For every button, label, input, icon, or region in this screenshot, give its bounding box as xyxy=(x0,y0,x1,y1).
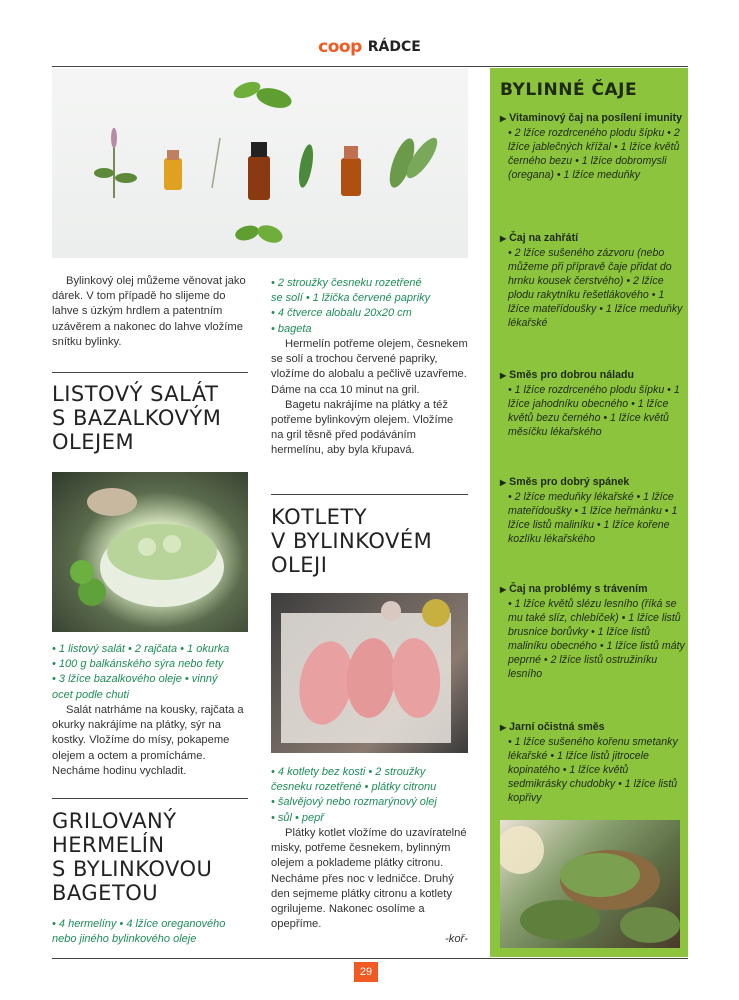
cutlets-photo xyxy=(271,593,468,753)
tea-block-digestion: ▶ Čaj na problémy s trávením • 1 lžíce květů slézu lesního (říká se mu také slíz, chlebíček) • 1 lžíce listů brusnice borůvky • 1 lžíce listů maliníku obecného • 1 lžíce listů máty peprné • 2 lžíce listů ostružiníku lesního xyxy=(500,583,685,680)
kotlety-ingredients: • 4 kotlety bez kosti • 2 stroužky česneku rozetřené • plátky citronu • šalvějový nebo rozmarýnový olej • sůl • pepř xyxy=(271,766,437,824)
sidebar-title: BYLINNÉ ČAJE xyxy=(500,80,638,100)
intro-paragraph: Bylinkový olej můžeme věnovat jako dárek. V tom případě ho slijeme do lahve s úzkým hrdlem a patentním uzávěrem a nakonec do lahve vložíme snítku bylinky. xyxy=(52,275,246,348)
kotlety-instructions: Plátky kotlet vložíme do uzavíratelné misky, potřeme česnekem, bylinným olejem a poklademe plátky citronu. Necháme přes noc v ledničce. Druhý den sejmeme plátky citronu a kotlety ogrilujeme. Nakonec osolíme a opepříme. xyxy=(271,827,467,931)
triangle-bullet-icon: ▶ xyxy=(500,371,507,380)
salad-divider xyxy=(52,372,248,373)
essential-oils-photo xyxy=(52,68,468,258)
kotlety-title: KOTLETY V BYLINKOVÉM OLEJI xyxy=(271,505,433,577)
top-divider xyxy=(52,66,688,67)
page-header xyxy=(0,36,739,58)
tea-block-warming: ▶ Čaj na zahřátí • 2 lžíce sušeného zázvoru (nebo můžeme při přípravě čaje přidat do hrnku kousek čerstvého) • 2 lžíce plodu rakytníku řešetlákového • 1 lžíce mateřídoušky • 1 lžíce meduňky lékařské xyxy=(500,232,683,329)
hermelin-ingredients-part2: • 2 stroužky česneku rozetřené se solí • 1 lžička červené papriky • 4 čtverce alobalu 20x20 cm • bageta xyxy=(271,277,431,335)
page-number: 29 xyxy=(354,962,378,982)
section-name: RÁDCE xyxy=(367,39,421,55)
salad-instructions: Salát natrháme na kousky, rajčata a okurky nakrájíme na plátky, sýr na kostky. Vložíme do mísy, pokapeme olejem a octem a promícháme. Necháme hodinu vychladit. xyxy=(52,704,244,777)
hermelin-divider xyxy=(52,798,248,799)
triangle-bullet-icon: ▶ xyxy=(500,723,507,732)
coop-logo: coop xyxy=(318,37,362,57)
hermelin-ingredients-part1: • 4 hermelíny • 4 lžíce oreganového nebo jiného bylinkového oleje xyxy=(52,918,226,946)
triangle-bullet-icon: ▶ xyxy=(500,478,507,487)
salad-photo xyxy=(52,472,248,632)
tea-block-sleep: ▶ Směs pro dobrý spánek • 2 lžíce meduňky lékařské • 1 lžíce mateřídoušky • 1 lžíce heřmánku • 1 lžíce listů maliníku • 1 lžíce kořene kozlíku lékařského xyxy=(500,476,678,545)
salad-ingredients: • 1 listový salát • 2 rajčata • 1 okurka • 100 g balkánského sýra nebo fety • 3 lžíce bazalkového oleje • vinný ocet podle chuti xyxy=(52,643,230,701)
hermelin-instructions: Hermelín potřeme olejem, česnekem se solí a trochou červené papriky, vložíme do alobalu a pečlivě uzavřeme. Dáme na cca 10 minut na gril. Bagetu nakrájíme na plátky a též potřeme bylinkovým olejem. Vložíme na gril těsně před podáváním hermelínu, aby byla křupavá. xyxy=(271,338,468,457)
salad-title: LISTOVÝ SALÁT S BAZALKOVÝM OLEJEM xyxy=(52,382,222,454)
tea-block-mood: ▶ Směs pro dobrou náladu • 1 lžíce rozdrceného plodu šípku • 1 lžíce jahodníku obecného • 1 lžíce květů bezu černého • 1 lžíce květů měsíčku lékařského xyxy=(500,369,680,438)
kotlety-divider xyxy=(271,494,468,495)
author-signature: -koř- xyxy=(445,933,468,945)
hermelin-title: GRILOVANÝ HERMELÍN S BYLINKOVOU BAGETOU xyxy=(52,809,213,905)
tea-block-vitamin: ▶ Vitaminový čaj na posílení imunity • 2 lžíce rozdrceného plodu šípku • 2 lžíce jablečných křížal • 1 lžíce květů černého bezu • 1 lžíce dobromysli (oregana) • 1 lžíce meduňky xyxy=(500,112,683,181)
dried-herbs-photo xyxy=(500,820,680,948)
triangle-bullet-icon: ▶ xyxy=(500,585,507,594)
bottom-divider xyxy=(52,958,688,959)
tea-block-spring-cleanse: ▶ Jarní očistná směs • 1 lžíce sušeného kořenu smetanky lékařské • 1 lžíce listů jitrocele kopinatého • 1 lžíce květů sedmikrásky chudobky • 1 lžíce listů kopřivy xyxy=(500,721,678,804)
triangle-bullet-icon: ▶ xyxy=(500,114,507,123)
triangle-bullet-icon: ▶ xyxy=(500,234,507,243)
